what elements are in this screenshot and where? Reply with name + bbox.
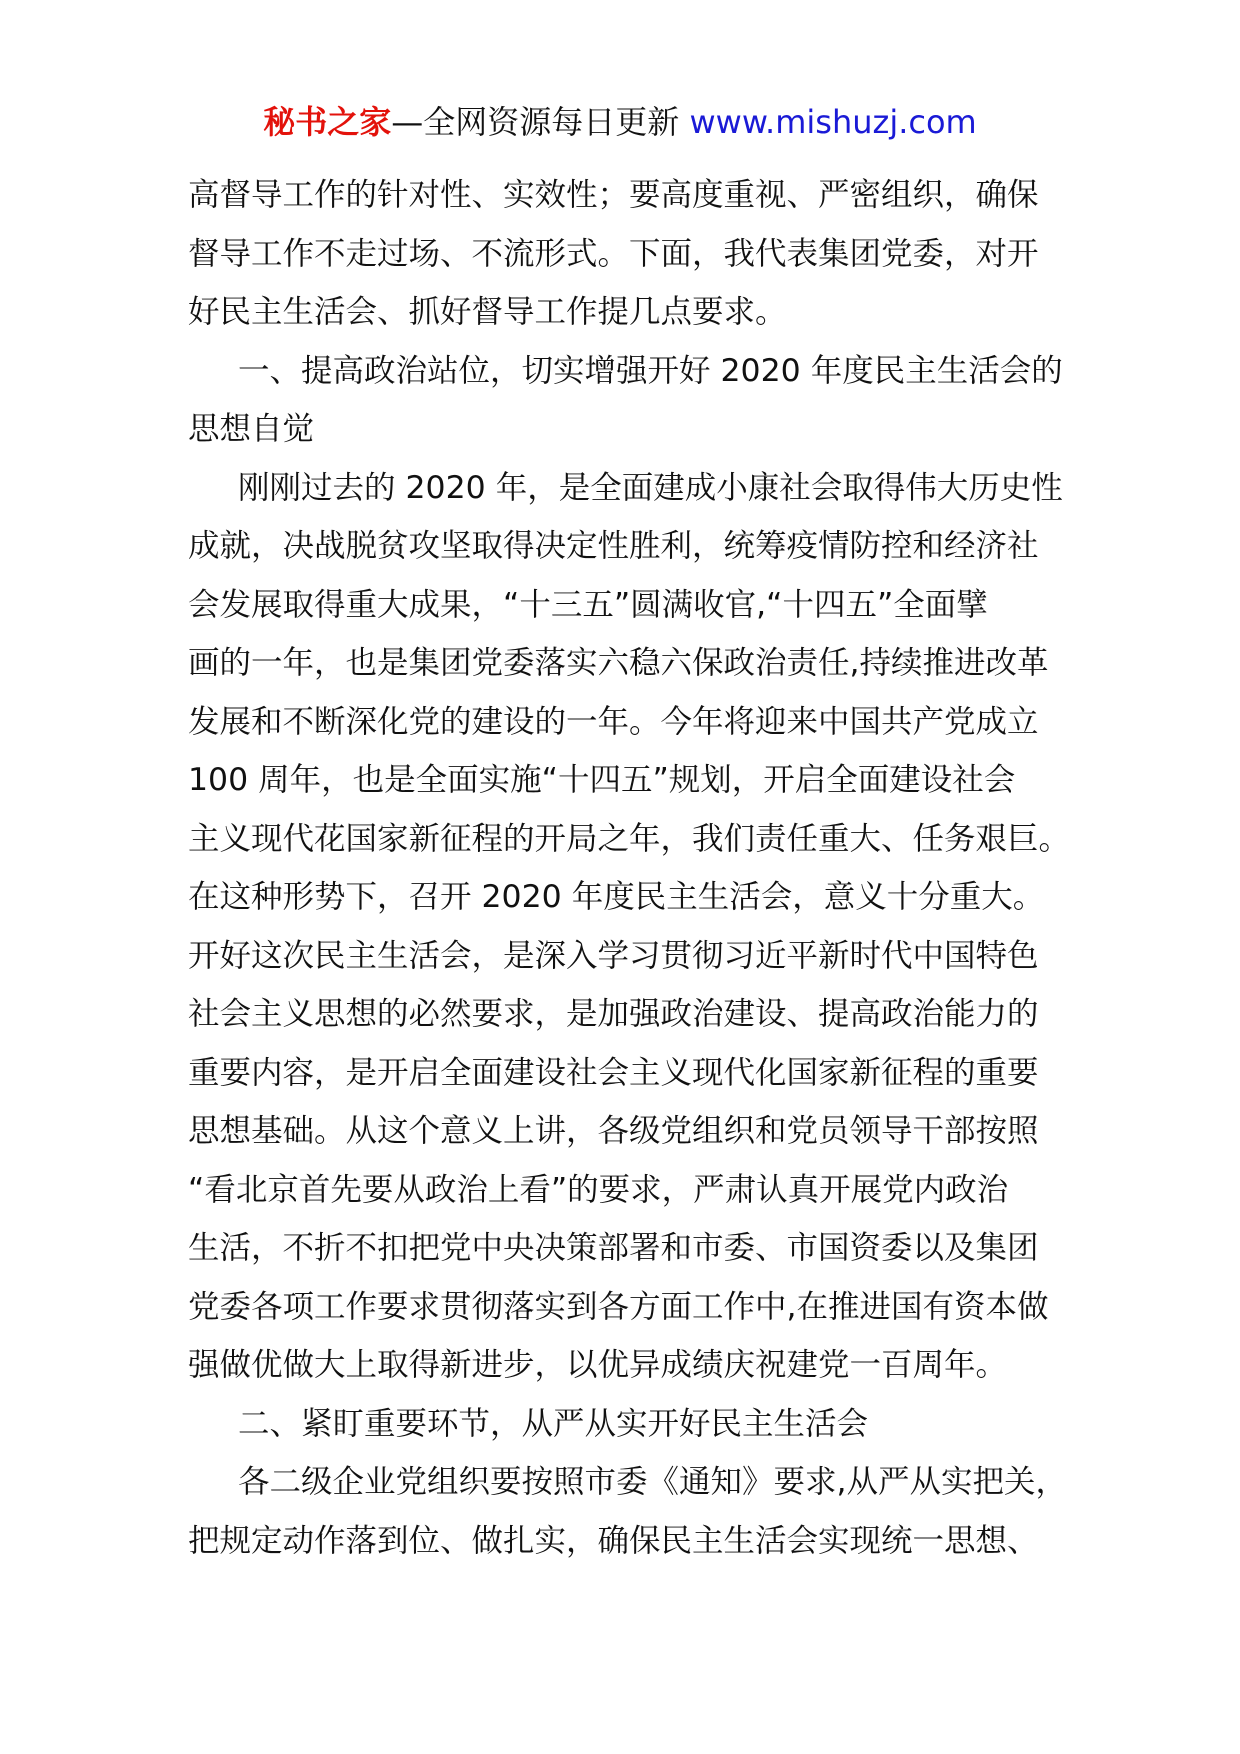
section-heading-2: 二、紧盯重要环节，从严从实开好民主生活会 <box>238 1405 869 1442</box>
text-line: 督导工作不走过场、不流形式。下面，我代表集团党委，对开 <box>188 235 1039 272</box>
paragraph-start: 各二级企业党组织要按照市委《通知》要求,从严从实把关， <box>238 1464 1068 1500</box>
paragraph-start: 刚刚过去的 2020 年，是全面建成小康社会取得伟大历史性 <box>238 469 1063 506</box>
text-line: “看北京首先要从政治上看”的要求，严肃认真开展党内政治 <box>188 1171 1009 1208</box>
header-tagline: —全网资源每日更新 <box>391 103 680 141</box>
document-header <box>0 100 1240 144</box>
text-line: 好民主生活会、抓好督导工作提几点要求。 <box>188 294 787 330</box>
text-line: 成就，决战脱贫攻坚取得决定性胜利，统筹疫情防控和经济社 <box>188 528 1039 564</box>
section-heading-1: 一、提高政治站位，切实增强开好 2020 年度民主生活会的 <box>238 352 1063 389</box>
brand-name: 秘书之家 <box>263 103 392 141</box>
text-line: 社会主义思想的必然要求，是加强政治建设、提高政治能力的 <box>188 996 1039 1032</box>
text-line: 把规定动作落到位、做扎实，确保民主生活会实现统一思想、 <box>188 1522 1039 1559</box>
text-line: 思想基础。从这个意义上讲，各级党组织和党员领导干部按照 <box>188 1113 1039 1149</box>
section-heading-1-continued: 思想自觉 <box>188 411 315 447</box>
text-line: 在这种形势下，召开 2020 年度民主生活会，意义十分重大。 <box>188 879 1045 915</box>
site-url-link[interactable]: www.mishuzj.com <box>689 103 977 141</box>
document-body <box>188 166 1071 1570</box>
text-line: 会发展取得重大成果，“十三五”圆满收官,“十四五”全面擘 <box>188 586 988 623</box>
text-line: 党委各项工作要求贯彻落实到各方面工作中,在推进国有资本做 <box>188 1288 1049 1325</box>
text-line: 发展和不断深化党的建设的一年。今年将迎来中国共产党成立 <box>188 703 1039 740</box>
text-line: 强做优做大上取得新进步，以优异成绩庆祝建党一百周年。 <box>188 1347 1008 1383</box>
text-line: 100 周年，也是全面实施“十四五”规划，开启全面建设社会 <box>188 762 1016 798</box>
text-line: 重要内容，是开启全面建设社会主义现代化国家新征程的重要 <box>188 1054 1039 1091</box>
text-line: 画的一年，也是集团党委落实六稳六保政治责任,持续推进改革 <box>188 645 1049 681</box>
text-line: 高督导工作的针对性、实效性；要高度重视、严密组织，确保 <box>188 177 1039 213</box>
text-line: 生活，不折不扣把党中央决策部署和市委、市国资委以及集团 <box>188 1230 1039 1266</box>
text-line: 开好这次民主生活会，是深入学习贯彻习近平新时代中国特色 <box>188 937 1039 974</box>
text-line: 主义现代花国家新征程的开局之年，我们责任重大、任务艰巨。 <box>188 820 1071 857</box>
